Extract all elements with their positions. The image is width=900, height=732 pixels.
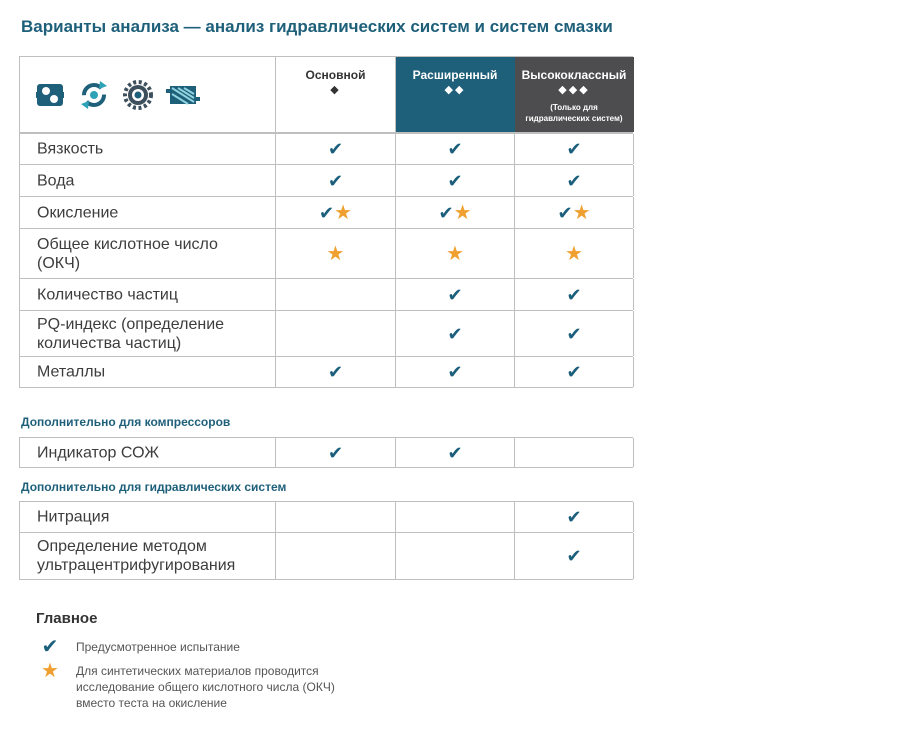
mark-cell <box>515 229 634 278</box>
mark-value <box>396 171 514 191</box>
legend-text-star: Для синтетических материалов проводится исследование общего кислотного числа (ОКЧ) вместо теста на окисление <box>76 664 335 710</box>
mark-cell <box>396 165 515 196</box>
mark-value <box>515 362 633 382</box>
header-icons <box>36 77 216 113</box>
mark-cell <box>396 438 515 467</box>
pump-icon <box>36 84 64 106</box>
gear-icon <box>125 82 151 108</box>
table-row <box>19 229 633 279</box>
check-icon: ✔ <box>447 139 463 159</box>
mark-cell <box>276 311 396 356</box>
table-row <box>19 197 633 229</box>
mark-value <box>276 244 395 264</box>
mark-value <box>396 203 514 223</box>
check-icon: ✔ <box>447 442 463 463</box>
table-row <box>19 311 633 357</box>
check-icon: ✔ <box>318 202 335 223</box>
header-premium <box>515 57 634 132</box>
column-level-basic: ◆ <box>330 84 341 96</box>
row-label: Окисление <box>37 204 119 221</box>
mark-cell <box>396 134 515 164</box>
column-name-premium: Высококлассный <box>521 68 627 82</box>
star-icon: ★ <box>446 242 464 265</box>
mark-value <box>276 443 395 463</box>
star-icon: ★ <box>572 201 591 224</box>
mark-cell <box>396 197 515 228</box>
mark-value <box>396 244 514 264</box>
mark-cell <box>396 279 515 310</box>
mark-cell <box>515 533 634 579</box>
header-basic <box>276 57 396 132</box>
mark-cell <box>276 357 396 387</box>
star-icon: ★ <box>326 242 345 265</box>
mark-cell <box>396 229 515 278</box>
mark-value <box>515 546 633 566</box>
star-icon: ★ <box>334 201 353 224</box>
mark-value <box>276 139 395 159</box>
check-icon: ✔ <box>566 139 582 159</box>
mark-value <box>515 203 633 223</box>
mark-value <box>515 324 633 344</box>
page-title: Варианты анализа — анализ гидравлических систем и систем смазки <box>21 17 613 36</box>
table-row <box>19 165 633 197</box>
row-label-cell <box>20 279 276 310</box>
mark-cell <box>515 134 634 164</box>
star-icon: ★ <box>565 242 583 265</box>
table-header <box>19 56 633 133</box>
check-icon: ✔ <box>566 507 582 527</box>
mark-cell <box>396 357 515 387</box>
mark-value <box>396 362 514 382</box>
check-icon: ✔ <box>566 323 582 344</box>
mark-cell <box>515 438 634 467</box>
mark-cell <box>276 165 396 196</box>
check-icon: ✔ <box>41 636 59 658</box>
row-label: Определение методом ультрацентрифугирования <box>37 538 236 574</box>
heat-exchanger-icon <box>166 86 200 104</box>
mark-value <box>276 362 395 382</box>
mark-cell <box>276 502 396 532</box>
star-icon: ★ <box>41 660 59 682</box>
row-label-cell <box>20 134 276 164</box>
cycle-icon <box>81 81 107 109</box>
row-label-cell <box>20 357 276 387</box>
section-title-compressors: Дополнительно для компрессоров <box>21 415 231 429</box>
check-icon: ✔ <box>447 284 463 305</box>
mark-value <box>396 285 514 305</box>
check-icon: ✔ <box>566 284 582 305</box>
mark-cell <box>515 502 634 532</box>
mark-value <box>276 171 395 191</box>
check-icon: ✔ <box>327 362 344 382</box>
mark-value <box>396 324 514 344</box>
mark-cell <box>515 165 634 196</box>
mark-cell <box>396 502 515 532</box>
mark-value <box>396 443 514 463</box>
row-label: PQ-индекс (определение количества частиц) <box>37 315 225 352</box>
row-label: Металлы <box>37 363 106 381</box>
table-row <box>19 279 633 311</box>
legend-title: Главное <box>36 610 98 627</box>
row-label: Вязкость <box>37 140 104 158</box>
mark-cell <box>276 533 396 579</box>
row-label: Общее кислотное число (ОКЧ) <box>37 235 218 272</box>
mark-value <box>515 507 633 527</box>
mark-cell <box>396 533 515 579</box>
row-label-cell <box>20 533 276 579</box>
row-label-cell <box>20 229 276 278</box>
mark-value <box>515 285 633 305</box>
mark-cell <box>396 311 515 356</box>
check-icon: ✔ <box>438 202 454 223</box>
table-row <box>19 357 633 388</box>
mark-cell <box>515 357 634 387</box>
column-name-extended: Расширенный <box>412 68 498 82</box>
check-icon: ✔ <box>447 362 463 382</box>
mark-cell <box>276 229 396 278</box>
mark-value <box>276 203 395 223</box>
row-label: Индикатор СОЖ <box>37 444 159 461</box>
mark-value <box>396 139 514 159</box>
column-level-extended: ◆◆ <box>444 84 466 96</box>
header-extended <box>396 57 515 132</box>
check-icon: ✔ <box>566 170 582 191</box>
table-row <box>19 533 633 580</box>
column-note-premium: (Только для гидравлических систем) <box>525 103 623 123</box>
row-label-cell <box>20 165 276 196</box>
column-level-premium: ◆◆◆ <box>558 84 590 96</box>
check-icon: ✔ <box>447 323 463 344</box>
table-row <box>19 501 633 533</box>
row-label: Количество частиц <box>37 286 179 303</box>
row-label: Вода <box>37 172 75 189</box>
section-title-hydraulic: Дополнительно для гидравлических систем <box>21 480 287 494</box>
row-label-cell <box>20 197 276 228</box>
column-name-basic: Основной <box>305 68 366 82</box>
mark-value <box>515 244 633 264</box>
mark-value <box>515 171 633 191</box>
legend-text-check: Предусмотренное испытание <box>76 640 240 654</box>
row-label-cell <box>20 502 276 532</box>
table-row <box>19 437 633 468</box>
mark-cell <box>276 197 396 228</box>
star-icon: ★ <box>453 201 472 224</box>
check-icon: ✔ <box>327 170 344 191</box>
check-icon: ✔ <box>327 139 344 159</box>
header-icons-cell <box>20 57 276 132</box>
row-label: Нитрация <box>37 508 110 526</box>
check-icon: ✔ <box>566 362 582 382</box>
mark-cell <box>276 438 396 467</box>
mark-value <box>515 139 633 159</box>
table-row <box>19 133 633 165</box>
mark-cell <box>515 311 634 356</box>
mark-cell <box>515 279 634 310</box>
mark-cell <box>276 279 396 310</box>
row-label-cell <box>20 311 276 356</box>
mark-cell <box>276 134 396 164</box>
row-label-cell <box>20 438 276 467</box>
check-icon: ✔ <box>327 442 344 463</box>
check-icon: ✔ <box>447 170 463 191</box>
check-icon: ✔ <box>566 546 582 566</box>
check-icon: ✔ <box>557 202 573 223</box>
mark-cell <box>515 197 634 228</box>
